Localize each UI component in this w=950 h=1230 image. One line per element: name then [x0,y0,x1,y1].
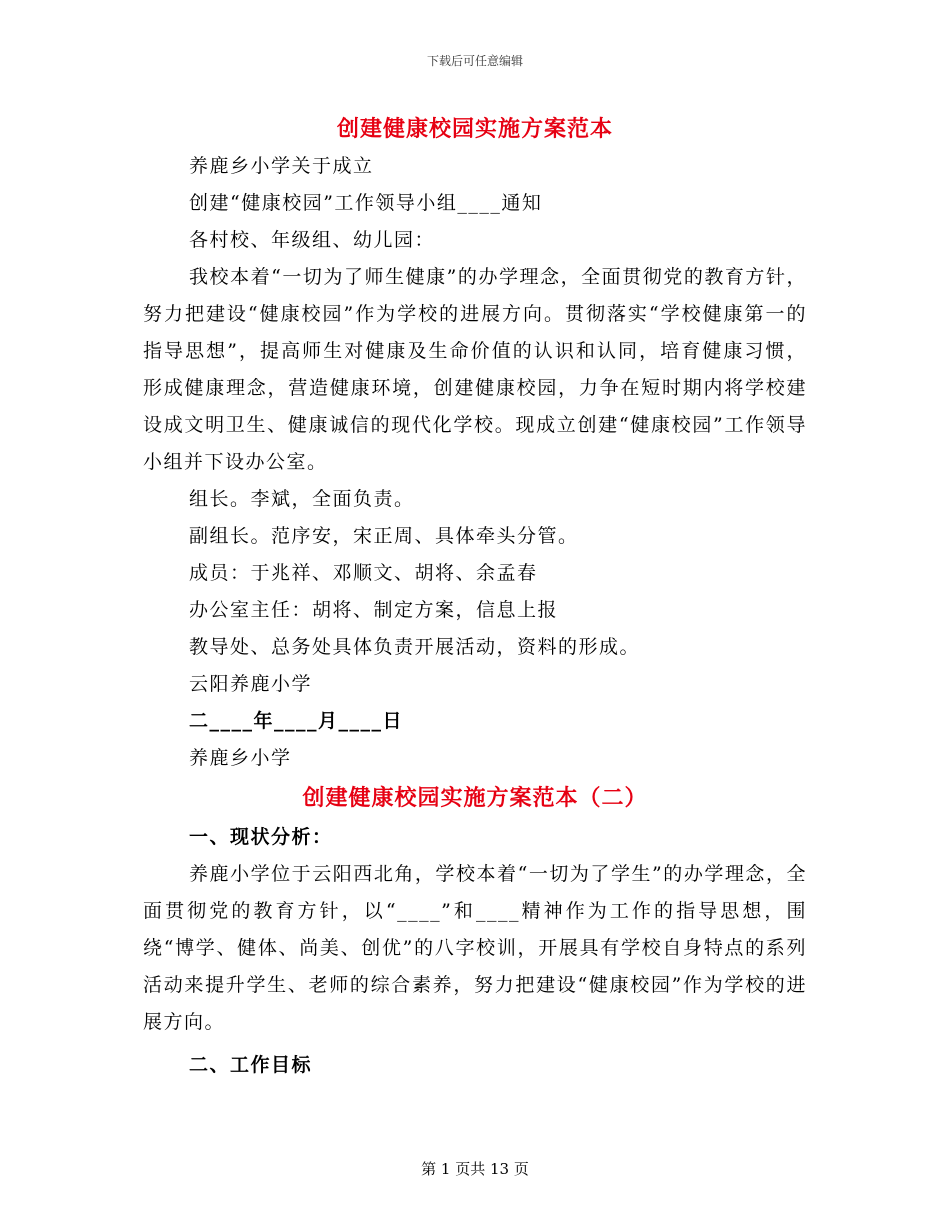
document-body [143,110,807,1084]
member-departments: 教导处、总务处具体负责开展活动，资料的形成。 [189,636,641,658]
notice-body: 我校本着“一切为了师生健康”的办学理念，全面贯彻党的教育方针，努力把建设“健康校园”作为学校的进展方向。贯彻落实“学校健康第一的指导思想”，提高师生对健康及生命价值的认识和认同，培育健康习惯，形成健康理念，营造健康环境，创建健康校园，力争在短时期内将学校建设成文明卫生、健康诚信的现代化学校。现成立创建“健康校园”工作领导小组并下设办公室。 [143,266,807,473]
page-footer: 第 1 页共 13 页 [421,1160,529,1178]
notice-line-1: 养鹿乡小学关于成立 [189,155,374,177]
section1-title: 创建健康校园实施方案范本 [336,116,613,142]
section2-title: 创建健康校园实施方案范本（二） [302,785,648,811]
notice-line-2: 创建“健康校园”工作领导小组____通知 [189,192,543,214]
heading-status-analysis: 一、现状分析： [189,826,333,848]
date-line: 二____年____月____日 [189,710,404,732]
notice-recipients: 各村校、年级组、幼儿园： [189,229,436,251]
school-name: 养鹿乡小学 [189,747,292,769]
signature: 云阳养鹿小学 [189,673,313,695]
member-list: 成员：于兆祥、邓顺文、胡将、余孟春 [189,562,538,584]
member-office: 办公室主任：胡将、制定方案，信息上报 [189,599,559,621]
member-leader: 组长。李斌，全面负责。 [189,488,415,510]
heading-work-goals: 二、工作目标 [189,1054,313,1076]
member-deputy: 副组长。范序安，宋正周、具体牵头分管。 [189,525,579,547]
status-analysis-body: 养鹿小学位于云阳西北角，学校本着“一切为了学生”的办学理念，全面贯彻党的教育方针，以“____”和____精神作为工作的指导思想，围绕“博学、健体、尚美、创优”的八字校训，开展具有学校自身特点的系列活动来提升学生、老师的综合素养，努力把建设“健康校园”作为学校的进展方向。 [143,863,807,1033]
page-header: 下载后可任意编辑 [426,54,523,68]
